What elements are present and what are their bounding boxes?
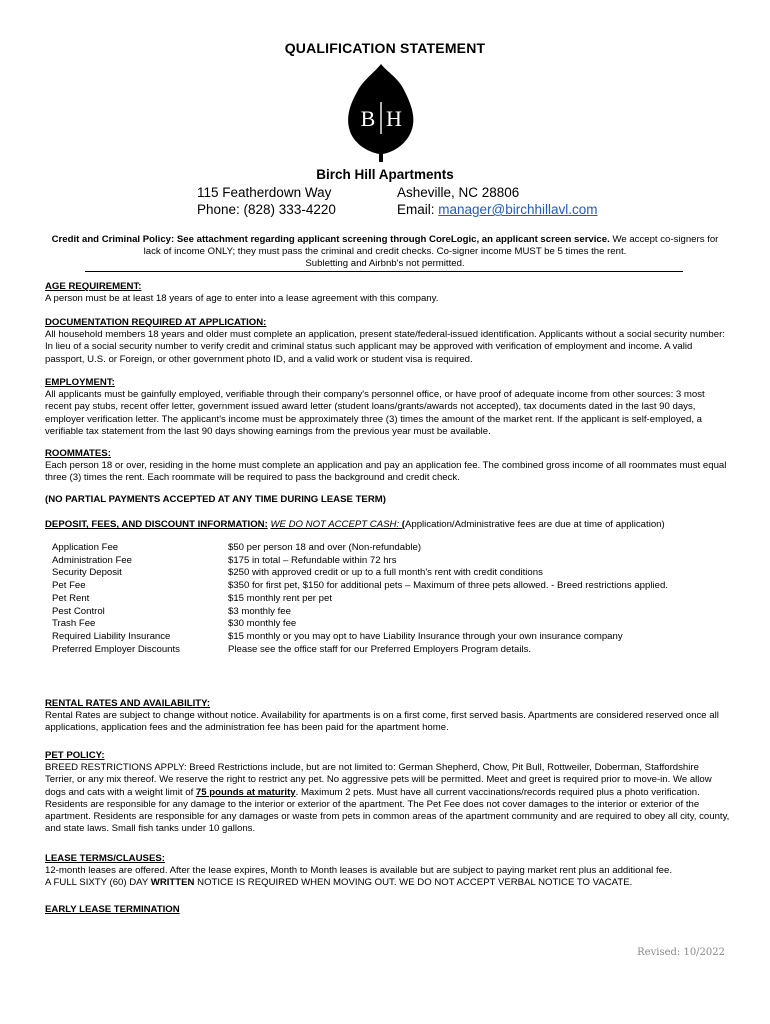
lease-heading: LEASE TERMS/CLAUSES: <box>45 853 165 864</box>
email-label: Email: <box>397 202 439 217</box>
pet-text-a: BREED RESTRICTIONS APPLY: Breed Restrictions include, but are not limited to: German Shepherd, Chow, Pit Bull, Rottweiler, Doberman, Staffordshire Terrier, or any mix thereof. We reserve the right to restrict any pet. No aggressive pets will be permitted. Meet and greet is required prior to move-in. We allow dogs and cats with a weight limit of <box>45 762 712 798</box>
fee-row <box>52 644 708 657</box>
fee-value: Please see the office staff for our Preferred Employers Program details. <box>228 643 532 655</box>
fee-value: $175 in total – Refundable within 72 hrs <box>228 554 397 566</box>
fee-value: $50 per person 18 and over (Non-refundable) <box>228 542 422 553</box>
early-termination-section <box>45 904 730 916</box>
horizontal-divider <box>85 271 683 272</box>
rental-heading: RENTAL RATES AND AVAILABILITY: <box>45 698 211 709</box>
fee-name: Trash Fee <box>52 618 96 630</box>
documentation-section <box>45 317 730 366</box>
credit-criminal-policy <box>50 234 720 271</box>
lease-written: WRITTEN <box>150 877 195 889</box>
fee-name: Required Liability Insurance <box>52 630 171 642</box>
pet-weight-limit: 75 pounds at maturity <box>195 786 296 798</box>
fee-table <box>52 542 708 656</box>
logo-letter-b: B <box>360 106 376 131</box>
fee-name: Pet Fee <box>52 580 86 592</box>
employment-heading: EMPLOYMENT: <box>45 377 115 388</box>
fee-value: $3 monthly fee <box>228 605 291 617</box>
employment-text: All applicants must be gainfully employed, verifiable through their company's personnel office, or have proof of adequate income from other sources: 3 most recent pay stubs, recent offer letter, government issued award letter (student loans/grants/awards not accepted), tax documents dated in the last 90 days, employer verification letter. The applicant's income must be approximately three (3) times the amount of the market rent. If the applicant is self-employed, a verifiable tax statement from the last 90 days showing earnings from the previous year must be available. <box>45 389 705 437</box>
no-cash-text: WE DO NOT ACCEPT CASH: <box>270 519 400 530</box>
fee-value: $15 monthly or you may opt to have Liability Insurance through your own insurance company <box>228 630 623 642</box>
roommates-heading: ROOMMATES: <box>45 448 111 459</box>
street-address: 115 Featherdown Way <box>197 185 332 200</box>
email-link[interactable]: manager@birchhillavl.com <box>438 202 598 217</box>
fee-value: $15 monthly rent per pet <box>228 592 332 604</box>
address-block <box>197 184 336 218</box>
fee-value: $30 monthly fee <box>228 618 297 630</box>
note-open: ( <box>399 519 405 530</box>
fee-name: Pet Rent <box>52 592 90 604</box>
revised-date: Revised: 10/2022 <box>637 947 725 958</box>
age-heading: AGE REQUIREMENT: <box>45 281 142 292</box>
city-state-zip: Asheville, NC 28806 <box>397 185 520 200</box>
fee-row <box>52 606 708 619</box>
fee-row <box>52 618 708 631</box>
fee-row <box>52 593 708 606</box>
fee-row <box>52 567 708 580</box>
policy-text: We accept co-signers for lack of income ONLY; they must pass the criminal and credit checks. Co-signer income MUST be 5 times the rent. <box>143 234 719 258</box>
phone-number: Phone: (828) 333-4220 <box>197 202 336 217</box>
rental-rates-section <box>45 698 730 735</box>
deposit-note: Application/Administrative fees are due at time of application) <box>404 519 665 530</box>
age-text: A person must be at least 18 years of age to enter into a lease agreement with this company. <box>45 293 439 305</box>
fee-row <box>52 555 708 568</box>
rental-text: Rental Rates are subject to change without notice. Availability for apartments is on a first come, first served basis. Apartments are considered reserved once all applications, application fees and the administration fee has been paid for the apartment home. <box>45 710 719 734</box>
fee-value: $350 for first pet, $150 for additional pets – Maximum of three pets allowed. - Breed restrictions applied. <box>228 580 668 592</box>
lease-line-1: 12-month leases are offered. After the lease expires, Month to Month leases is available but are subject to paying market rent plus an additional fee. <box>45 865 672 877</box>
fee-name: Application Fee <box>52 542 119 553</box>
fee-row <box>52 580 708 593</box>
pet-text-b: . Maximum 2 pets. Must have all current vaccinations/records required plus a photo verification. Residents are responsible for any damage to the interior or exterior of the apartment. The Pet Fee does not cover damages to the interior or exterior of the apartment. Residents are responsible for any damages or waste from pets in common areas of the apartment community and are required to obey all city, county, and state laws. Small fish tanks under 10 gallons. <box>45 786 730 835</box>
roommates-text: Each person 18 or over, residing in the home must complete an application and pay an application fee. The combined gross income of all roommates must equal three (3) times the rent. Each roommate will be required to pass the background and credit check. <box>45 460 727 484</box>
pet-heading: PET POLICY: <box>45 750 105 761</box>
roommates-section <box>45 448 730 485</box>
policy-bold-text: Credit and Criminal Policy: See attachment regarding applicant screening through CoreLogic, an applicant screen service. <box>51 234 610 245</box>
deposit-heading: DEPOSIT, FEES, AND DISCOUNT INFORMATION: <box>45 519 268 530</box>
subletting-text: Subletting and Airbnb's not permitted. <box>305 258 465 270</box>
document-title: QUALIFICATION STATEMENT <box>284 40 486 56</box>
fee-row <box>52 542 708 555</box>
logo-letter-h: H <box>386 106 402 131</box>
documentation-heading: DOCUMENTATION REQUIRED AT APPLICATION: <box>45 317 267 328</box>
city-email-block <box>397 184 598 218</box>
fee-name: Preferred Employer Discounts <box>52 643 180 655</box>
age-requirement-section <box>45 281 730 305</box>
lease-terms-section <box>45 853 730 890</box>
company-name: Birch Hill Apartments <box>316 167 454 182</box>
fee-name: Administration Fee <box>52 554 132 566</box>
lease-line-2c: NOTICE IS REQUIRED WHEN MOVING OUT. WE DO NOT ACCEPT VERBAL NOTICE TO VACATE. <box>194 877 633 889</box>
partial-payments-notice: (NO PARTIAL PAYMENTS ACCEPTED AT ANY TIME DURING LEASE TERM) <box>45 494 386 505</box>
pet-policy-section <box>45 750 730 835</box>
fee-row <box>52 631 708 644</box>
deposit-fees-section <box>45 519 730 531</box>
documentation-text: All household members 18 years and older must complete an application, present state/federal-issued identification. Applicants without a social security number: In lieu of a social security number to verify credit and criminal status such applicant may be approved with verification of employment and income. A valid passport, U.S. or Foreign, or other government photo ID, and a valid work or student visa is required. <box>45 329 725 365</box>
fee-name: Security Deposit <box>52 567 122 579</box>
employment-section <box>45 377 730 438</box>
email-line <box>397 201 598 218</box>
lease-line-2a: A FULL SIXTY (60) DAY <box>45 877 151 889</box>
fee-value: $250 with approved credit or up to a full month's rent with credit conditions <box>228 567 543 579</box>
fee-name: Pest Control <box>52 605 105 617</box>
birch-leaf-logo <box>343 62 419 162</box>
early-termination-heading: EARLY LEASE TERMINATION <box>45 904 180 915</box>
